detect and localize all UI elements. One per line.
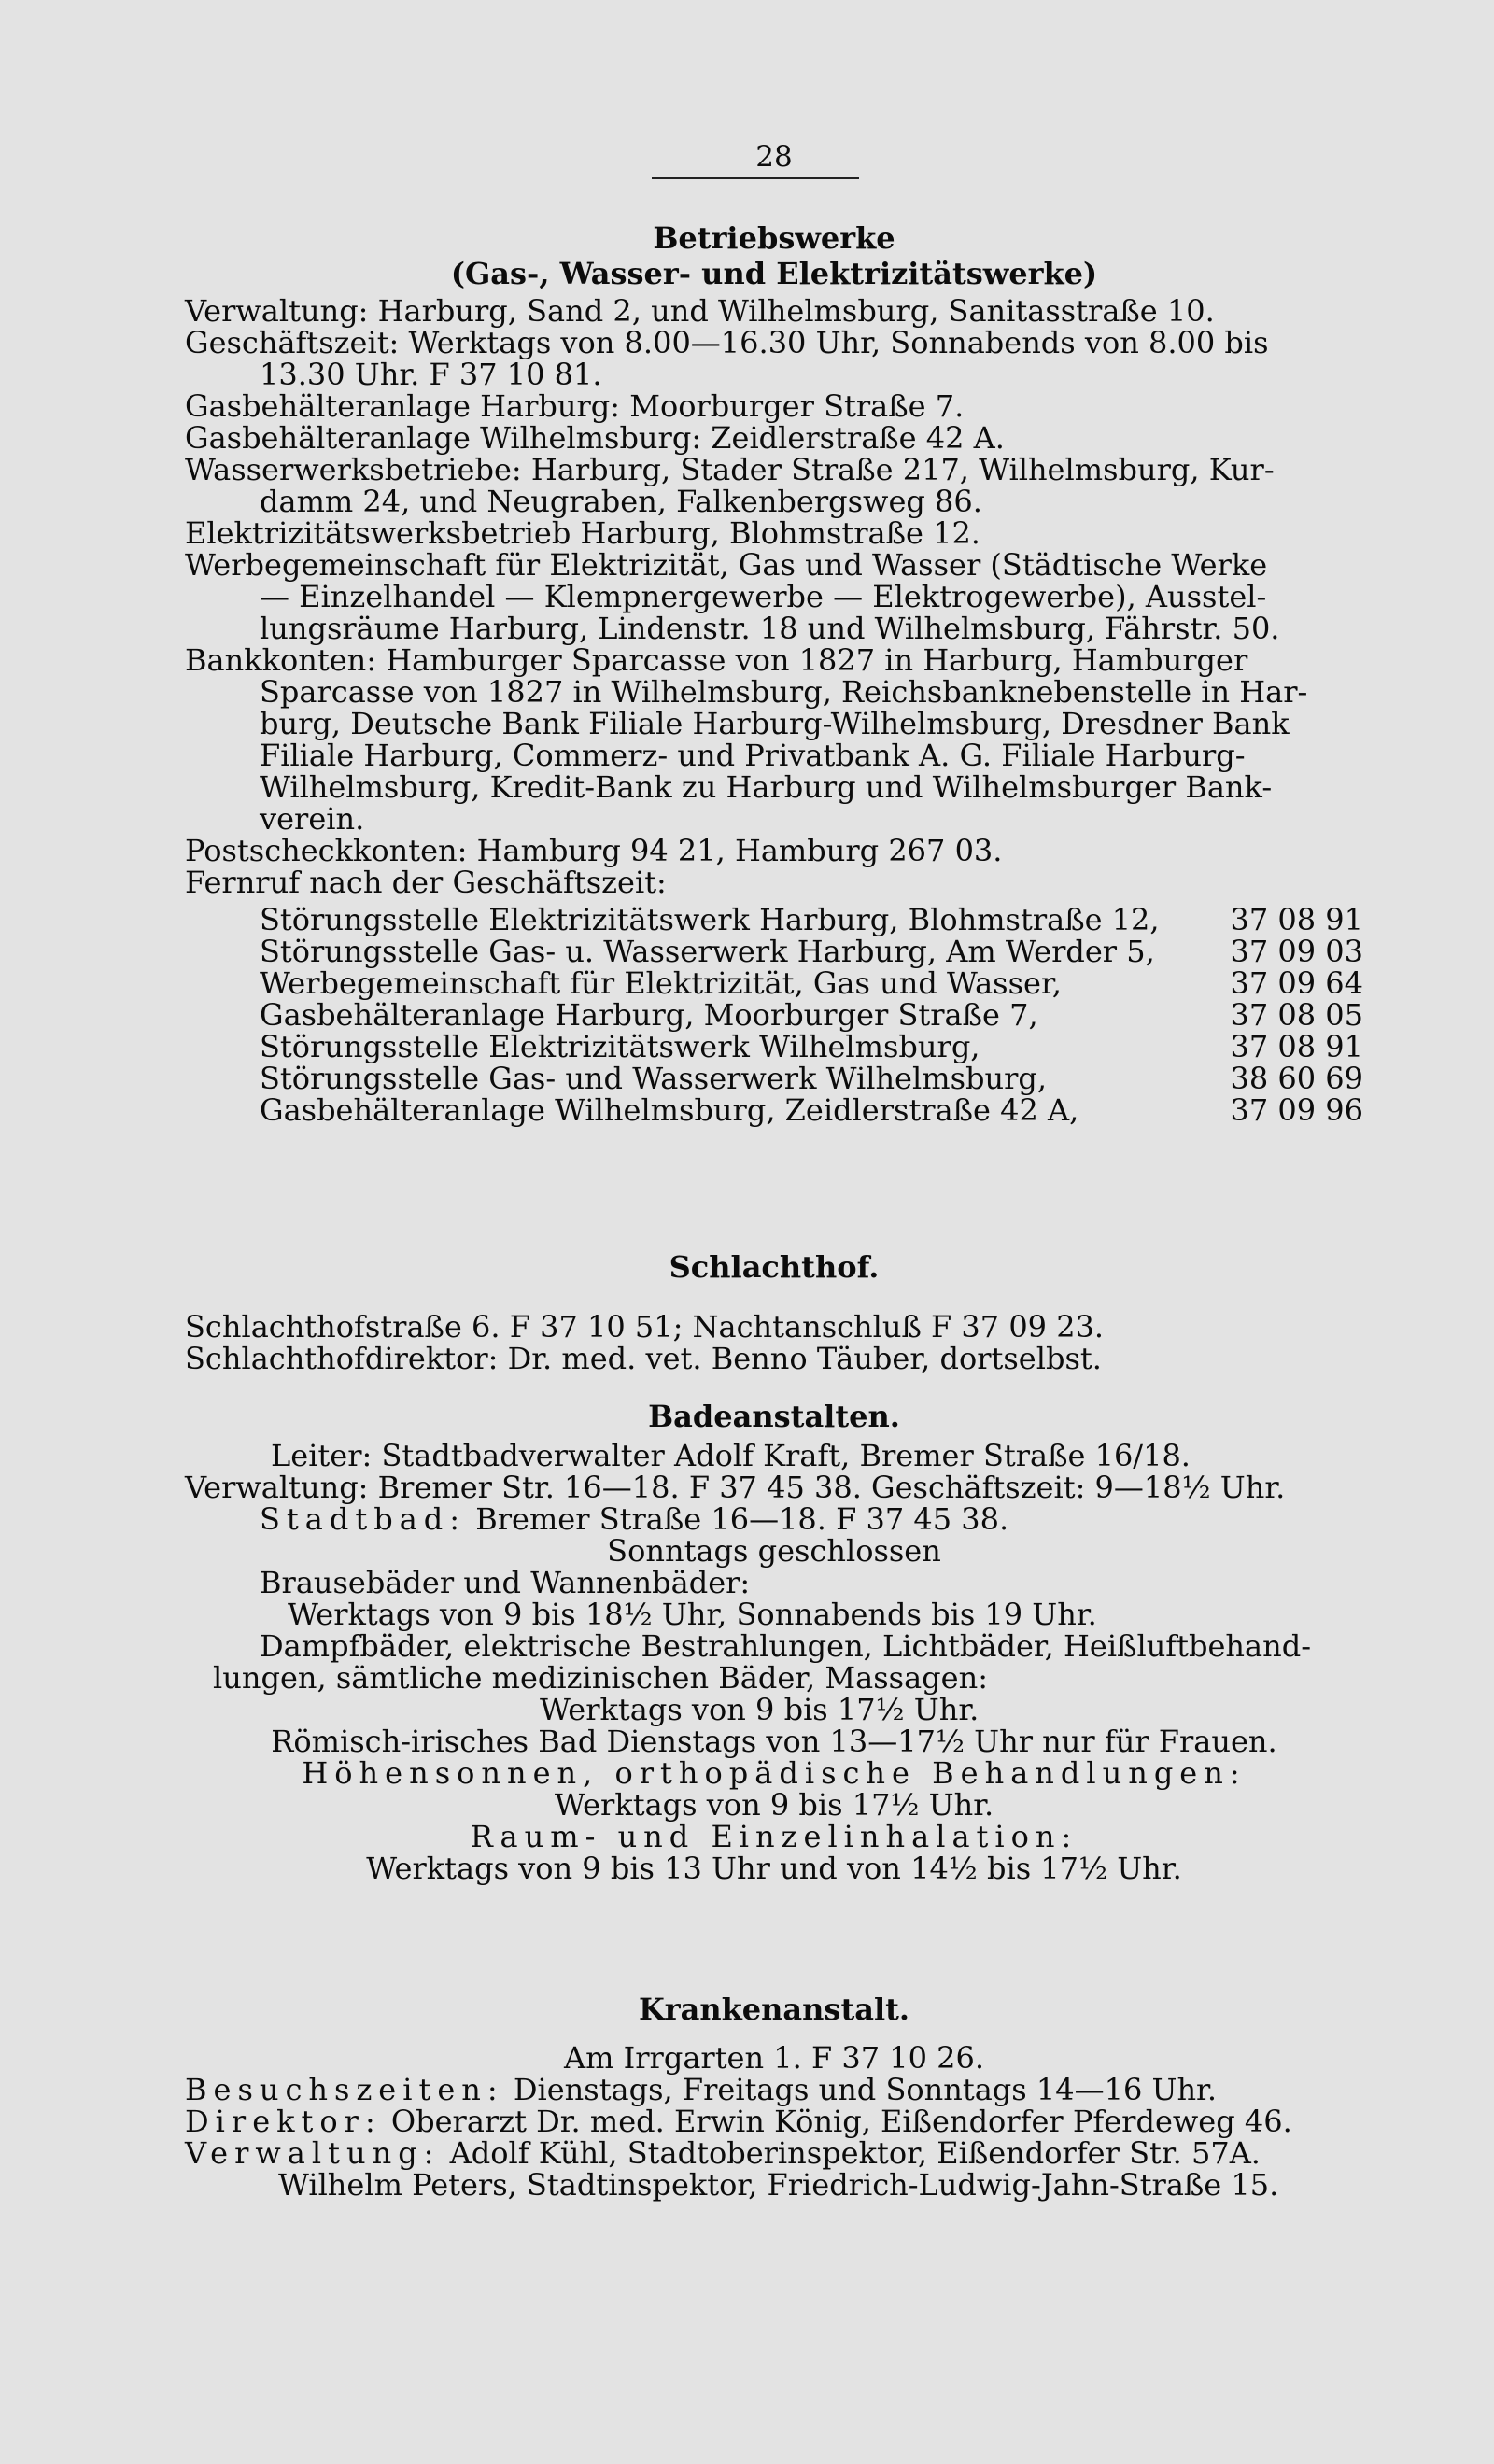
text-line: Verwaltung: Harburg, Sand 2, und Wilhelmsburg, Sanitasstraße 10. bbox=[185, 293, 1215, 329]
phone-label: Störungsstelle Elektrizitätswerk Harburg, Blohmstraße 12, bbox=[260, 902, 1160, 937]
phone-label: Gasbehälteranlage Harburg, Moorburger Straße 7, bbox=[260, 997, 1038, 1033]
text-line: Am Irrgarten 1. F 37 10 26. bbox=[563, 2040, 985, 2076]
text-line: Sonntags geschlossen bbox=[607, 1533, 941, 1569]
stadtbad-line bbox=[185, 1503, 1363, 1535]
text-line: Filiale Harburg, Commerz- und Privatbank A. G. Filiale Harburg- bbox=[260, 738, 1246, 773]
stadtbad-label: Stadtbad: bbox=[260, 1501, 467, 1537]
text-line: Fernruf nach der Geschäftszeit: bbox=[185, 865, 667, 900]
section-title: Badeanstalten. bbox=[648, 1399, 900, 1434]
text-line: Leiter: Stadtbadverwalter Adolf Kraft, Bremer Straße 16/18. bbox=[271, 1438, 1191, 1473]
phone-row bbox=[185, 904, 1363, 936]
text-line: Schlachthofdirektor: Dr. med. vet. Benno Täuber, dortselbst. bbox=[185, 1341, 1102, 1376]
text-line: Postscheckkonten: Hamburg 94 21, Hamburg 267 03. bbox=[185, 833, 1003, 868]
phone-number: 37 08 91 bbox=[1230, 1029, 1363, 1064]
phone-number: 37 08 91 bbox=[1230, 902, 1363, 937]
phone-label: Gasbehälteranlage Wilhelmsburg, Zeidlerstraße 42 A, bbox=[260, 1092, 1079, 1128]
text-line: Werbegemeinschaft für Elektrizität, Gas und Wasser (Städtische Werke bbox=[185, 547, 1268, 583]
phone-number: 37 09 96 bbox=[1230, 1092, 1363, 1128]
phone-label: Störungsstelle Elektrizitätswerk Wilhelmsburg, bbox=[260, 1029, 980, 1064]
section-subtitle: (Gas-, Wasser- und Elektrizitätswerke) bbox=[450, 256, 1098, 291]
verwaltung-label: Verwaltung: bbox=[185, 2135, 441, 2171]
section-schlachthof bbox=[185, 1251, 1363, 1374]
text-line: damm 24, und Neugraben, Falkenbergsweg 86. bbox=[260, 484, 982, 519]
text-line: Wilhelm Peters, Stadtinspektor, Friedrich-Ludwig-Jahn-Straße 15. bbox=[278, 2167, 1279, 2203]
phone-row bbox=[185, 1094, 1363, 1126]
text-line: Verwaltung: Bremer Str. 16—18. F 37 45 38. Geschäftszeit: 9—18½ Uhr. bbox=[185, 1470, 1286, 1505]
text-line: 13.30 Uhr. F 37 10 81. bbox=[260, 357, 602, 392]
section-betriebswerke bbox=[185, 222, 1363, 1126]
text-line: — Einzelhandel — Klempnergewerbe — Elektrogewerbe), Ausstel- bbox=[260, 579, 1267, 614]
phone-number: 37 09 03 bbox=[1230, 934, 1363, 969]
text-line: lungsräume Harburg, Lindenstr. 18 und Wilhelmsburg, Fährstr. 50. bbox=[260, 611, 1280, 646]
text-line: Werktags von 9 bis 17½ Uhr. bbox=[540, 1692, 980, 1727]
text-line: Wilhelmsburg, Kredit-Bank zu Harburg und Wilhelmsburger Bank- bbox=[260, 769, 1273, 805]
section-badeanstalten bbox=[185, 1401, 1363, 1884]
text-line: Brausebäder und Wannenbäder: bbox=[260, 1565, 751, 1600]
phone-label: Störungsstelle Gas- u. Wasserwerk Harburg, Am Werder 5, bbox=[260, 934, 1155, 969]
text-line: Elektrizitätswerksbetrieb Harburg, Blohmstraße 12. bbox=[185, 515, 980, 551]
text-line: Werktags von 9 bis 13 Uhr und von 14½ bis 17½ Uhr. bbox=[366, 1851, 1182, 1886]
phone-row bbox=[185, 1063, 1363, 1094]
section-title: Krankenanstalt. bbox=[638, 1992, 910, 2027]
besuch-label: Besuchszeiten: bbox=[185, 2072, 504, 2107]
phone-list bbox=[185, 904, 1363, 1126]
text-line: Höhensonnen, orthopädische Behandlungen: bbox=[302, 1755, 1247, 1791]
text-line: verein. bbox=[260, 801, 365, 837]
page-number: 28 bbox=[755, 140, 793, 174]
text-line: Werktags von 9 bis 18½ Uhr, Sonnabends bis 19 Uhr. bbox=[288, 1597, 1097, 1632]
text-line: burg, Deutsche Bank Filiale Harburg-Wilhelmsburg, Dresdner Bank bbox=[260, 706, 1290, 741]
phone-number: 37 09 64 bbox=[1230, 965, 1363, 1001]
section-krankenanstalt bbox=[185, 1993, 1363, 2201]
text-line: Wasserwerksbetriebe: Harburg, Stader Straße 217, Wilhelmsburg, Kur- bbox=[185, 452, 1275, 487]
text-line: lungen, sämtliche medizinischen Bäder, Massagen: bbox=[213, 1660, 988, 1696]
direktor-line bbox=[185, 2105, 1363, 2137]
text-line: Dampfbäder, elektrische Bestrahlungen, Lichtbäder, Heißluftbehand- bbox=[260, 1628, 1312, 1664]
direktor-text: Oberarzt Dr. med. Erwin König, Eißendorfer Pferdeweg 46. bbox=[381, 2104, 1292, 2139]
text-line: Römisch-irisches Bad Dienstags von 13—17½ Uhr nur für Frauen. bbox=[271, 1724, 1277, 1759]
direktor-label: Direktor: bbox=[185, 2104, 382, 2139]
verwaltung-line bbox=[185, 2137, 1363, 2169]
besuch-line bbox=[185, 2074, 1363, 2105]
verwaltung-text: Adolf Kühl, Stadtoberinspektor, Eißendorfer Str. 57A. bbox=[440, 2135, 1261, 2171]
phone-label: Werbegemeinschaft für Elektrizität, Gas und Wasser, bbox=[260, 965, 1062, 1001]
phone-row bbox=[185, 1031, 1363, 1063]
text-line: Sparcasse von 1827 in Wilhelmsburg, Reichsbanknebenstelle in Har- bbox=[260, 674, 1308, 710]
section-title: Betriebswerke bbox=[653, 220, 895, 256]
text-line: Bankkonten: Hamburger Sparcasse von 1827 in Harburg, Hamburger bbox=[185, 642, 1248, 678]
phone-label: Störungsstelle Gas- und Wasserwerk Wilhelmsburg, bbox=[260, 1061, 1048, 1096]
besuch-text: Dienstags, Freitags und Sonntags 14—16 Uhr. bbox=[503, 2072, 1217, 2107]
stadtbad-text: Bremer Straße 16—18. F 37 45 38. bbox=[466, 1501, 1009, 1537]
phone-number: 38 60 69 bbox=[1230, 1061, 1363, 1096]
text-line: Gasbehälteranlage Harburg: Moorburger Straße 7. bbox=[185, 388, 965, 424]
page-number-rule bbox=[652, 177, 859, 179]
text-line: Schlachthofstraße 6. F 37 10 51; Nachtanschluß F 37 09 23. bbox=[185, 1309, 1105, 1345]
text-line: Raum- und Einzelinhalation: bbox=[470, 1819, 1078, 1854]
text-line: Werktags von 9 bis 17½ Uhr. bbox=[554, 1787, 994, 1823]
section-title: Schlachthof. bbox=[669, 1249, 880, 1285]
text-line: Geschäftszeit: Werktags von 8.00—16.30 Uhr, Sonnabends von 8.00 bis bbox=[185, 325, 1269, 360]
text-line: Gasbehälteranlage Wilhelmsburg: Zeidlerstraße 42 A. bbox=[185, 420, 1005, 456]
phone-row bbox=[185, 936, 1363, 967]
phone-row bbox=[185, 967, 1363, 999]
phone-row bbox=[185, 999, 1363, 1031]
phone-number: 37 08 05 bbox=[1230, 997, 1363, 1033]
